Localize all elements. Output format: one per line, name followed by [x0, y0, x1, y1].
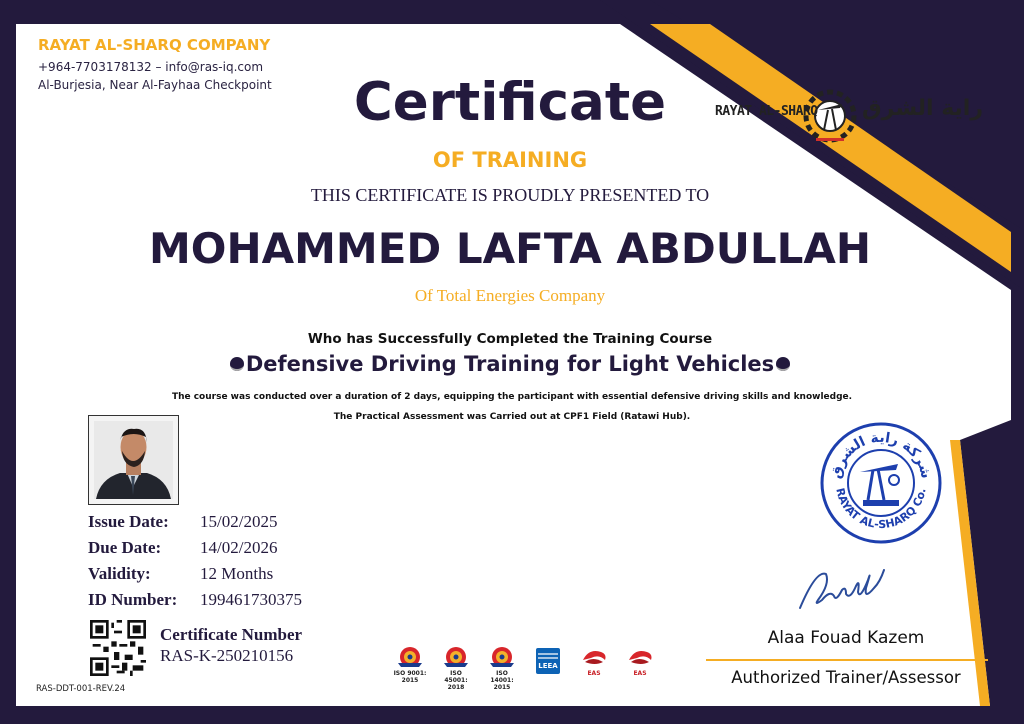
- eas-icon: [625, 646, 655, 668]
- certificate-subtitle: OF TRAINING: [432, 148, 588, 172]
- address-line: Al-Burjesia, Near Al-Fayhaa Checkpoint: [38, 78, 272, 92]
- due-date-row: [88, 538, 277, 558]
- qr-code-icon[interactable]: [90, 620, 146, 676]
- badge-iso-45001: ISO 45001: 2018: [438, 646, 474, 691]
- id-number-row: [88, 590, 302, 610]
- svg-text:RAYAT AL-SHARQ Co.: RAYAT AL-SHARQ Co.: [833, 486, 929, 532]
- oil-pump-icon: [860, 464, 899, 506]
- contact-line: +964-7703178132 – info@ras-iq.com: [38, 60, 264, 74]
- badge-leea: [530, 646, 566, 676]
- logo-text-en: RAYAT AL-SHARQ: [715, 104, 818, 119]
- bullet-icon: [230, 357, 244, 371]
- due-date-label: Due Date:: [88, 538, 162, 557]
- company-name: RAYAT AL-SHARQ COMPANY: [38, 36, 271, 54]
- recipient-name: MOHAMMED LAFTA ABDULLAH: [148, 224, 872, 273]
- certificate-number-label: Certificate Number: [160, 625, 303, 644]
- company-stamp: [818, 420, 944, 546]
- certificate-title: Certificate: [353, 72, 667, 133]
- course-description: The course was conducted over a duration of 2 days, equipping the participant with essential defensive driving skills and knowledge.: [171, 392, 853, 402]
- badge-eas: EAS: [576, 646, 612, 677]
- leea-icon: [534, 646, 562, 676]
- issue-date-label: Issue Date:: [88, 512, 169, 531]
- logo-text-ar: راية الشرق: [862, 96, 984, 121]
- company-contact: [38, 58, 272, 94]
- bullet-icon: [776, 357, 790, 371]
- assessment-description: The Practical Assessment was Carried out at CPF1 Field (Ratawi Hub).: [333, 412, 691, 422]
- signature-icon: [796, 560, 888, 616]
- course-row: [180, 352, 840, 376]
- recipient-photo: [88, 415, 179, 505]
- id-number-value: 199461730375: [200, 590, 302, 609]
- iso-9001-icon: [395, 646, 425, 668]
- course-name: Defensive Driving Training for Light Vehicles: [245, 352, 775, 376]
- signer-role: Authorized Trainer/Assessor: [731, 668, 961, 687]
- badge-eas: EAS: [622, 646, 658, 677]
- person-photo-icon: [94, 421, 173, 499]
- presented-line: THIS CERTIFICATE IS PROUDLY PRESENTED TO: [310, 185, 710, 205]
- signer-name: Alaa Fouad Kazem: [767, 628, 925, 648]
- svg-text:شركة راية الشرق: شركة راية الشرق: [828, 429, 935, 481]
- validity-label: Validity:: [88, 564, 151, 583]
- badge-iso-9001: ISO 9001: 2015: [392, 646, 428, 684]
- validity-row: [88, 564, 273, 584]
- iso-14001-icon: [487, 646, 517, 668]
- validity-value: 12 Months: [200, 564, 274, 583]
- id-number-label: ID Number:: [88, 590, 178, 609]
- issue-date-value: 15/02/2025: [200, 512, 278, 531]
- completion-line: Who has Successfully Completed the Training Course: [307, 331, 713, 347]
- revision-code: RAS-DDT-001-REV.24: [36, 684, 126, 694]
- eas-icon: [579, 646, 609, 668]
- signature-line: [706, 659, 988, 661]
- iso-45001-icon: [441, 646, 471, 668]
- certificate-number-value: RAS-K-250210156: [160, 646, 294, 665]
- svg-text:LEEA: LEEA: [538, 662, 558, 670]
- recipient-company: Of Total Energies Company: [414, 286, 606, 305]
- badge-iso-14001: ISO 14001: 2015: [484, 646, 520, 691]
- due-date-value: 14/02/2026: [200, 538, 278, 557]
- issue-date-row: [88, 512, 277, 532]
- accreditation-badges: [392, 646, 658, 691]
